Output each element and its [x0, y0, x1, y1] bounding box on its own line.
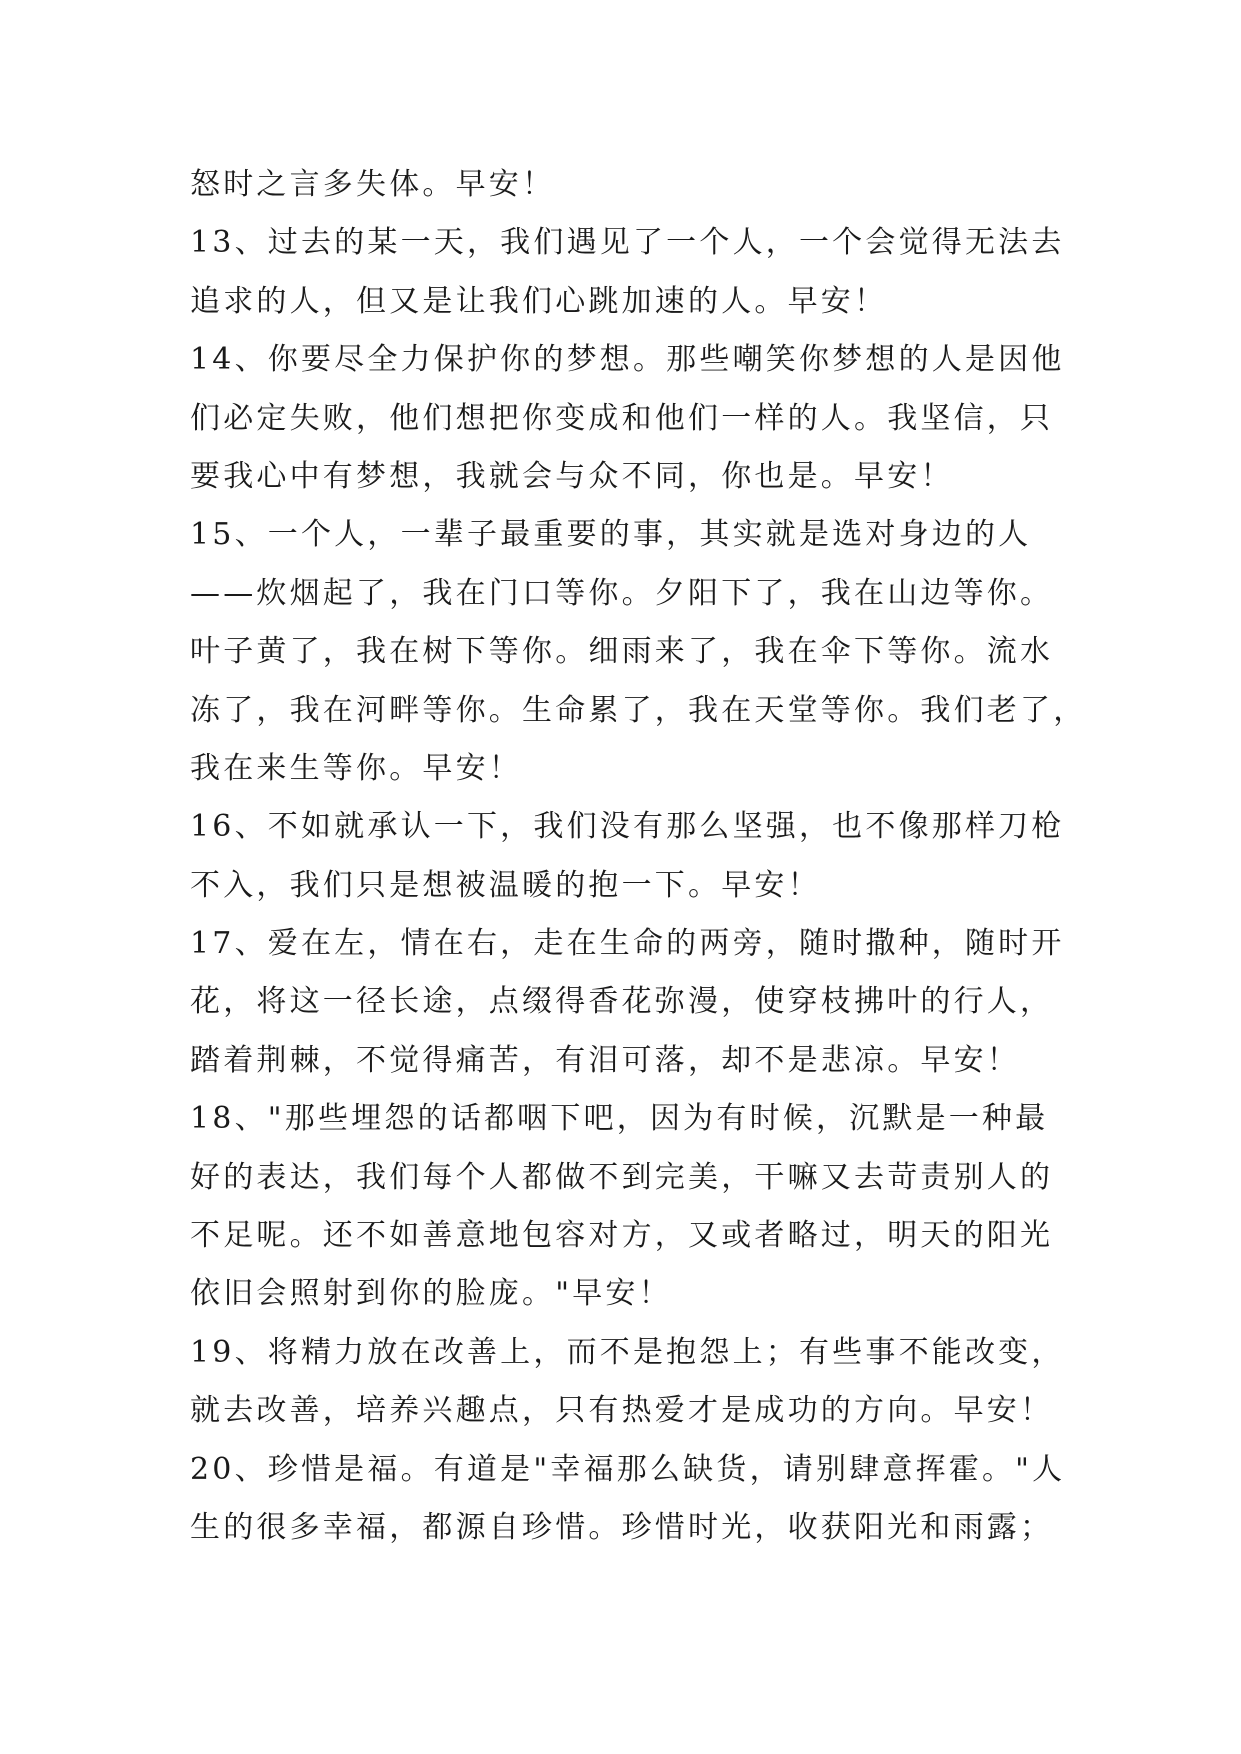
text-line: 踏着荆棘，不觉得痛苦，有泪可落，却不是悲凉。早安！ — [190, 1042, 1020, 1078]
text-line: 追求的人，但又是让我们心跳加速的人。早安！ — [190, 283, 888, 319]
text-line: 怒时之言多失体。早安！ — [190, 167, 556, 202]
body-text — [190, 156, 1090, 1557]
text-line: 生的很多幸福，都源自珍惜。珍惜时光，收获阳光和雨露； — [190, 1509, 1054, 1545]
text-line: 冻了，我在河畔等你。生命累了，我在天堂等你。我们老了， — [190, 692, 1087, 728]
text-line: 叶子黄了，我在树下等你。细雨来了，我在伞下等你。流水 — [190, 634, 1054, 670]
text-line: 17、爱在左，情在右，走在生命的两旁，随时撒种，随时开 — [190, 926, 1065, 962]
text-line: 要我心中有梦想，我就会与众不同，你也是。早安！ — [190, 458, 954, 494]
text-line: 18、"那些埋怨的话都咽下吧，因为有时候，沉默是一种最 — [190, 1101, 1049, 1137]
text-line: 不足呢。还不如善意地包容对方，又或者略过，明天的阳光 — [190, 1218, 1054, 1254]
text-line: 好的表达，我们每个人都做不到完美，干嘛又去苛责别人的 — [190, 1159, 1054, 1195]
text-line: 19、将精力放在改善上，而不是抱怨上；有些事不能改变， — [190, 1334, 1065, 1370]
text-line: 花，将这一径长途，点缀得香花弥漫，使穿枝拂叶的行人， — [190, 984, 1054, 1020]
text-line: 们必定失败，他们想把你变成和他们一样的人。我坚信，只 — [190, 400, 1054, 436]
text-line: ——炊烟起了，我在门口等你。夕阳下了，我在山边等你。 — [190, 575, 1054, 611]
text-line: 依旧会照射到你的脸庞。"早安！ — [190, 1276, 672, 1312]
text-line: 20、珍惜是福。有道是"幸福那么缺货，请别肆意挥霍。"人 — [190, 1451, 1066, 1487]
text-line: 13、过去的某一天，我们遇见了一个人，一个会觉得无法去 — [190, 225, 1065, 261]
text-line: 16、不如就承认一下，我们没有那么坚强，也不像那样刀枪 — [190, 809, 1065, 845]
text-line: 15、一个人，一辈子最重要的事，其实就是选对身边的人 — [190, 517, 1032, 553]
text-line: 就去改善，培养兴趣点，只有热爱才是成功的方向。早安！ — [190, 1393, 1054, 1429]
text-line: 我在来生等你。早安！ — [190, 750, 522, 786]
text-line: 14、你要尽全力保护你的梦想。那些嘲笑你梦想的人是因他 — [190, 342, 1065, 378]
text-line: 不入，我们只是想被温暖的抱一下。早安！ — [190, 867, 821, 903]
